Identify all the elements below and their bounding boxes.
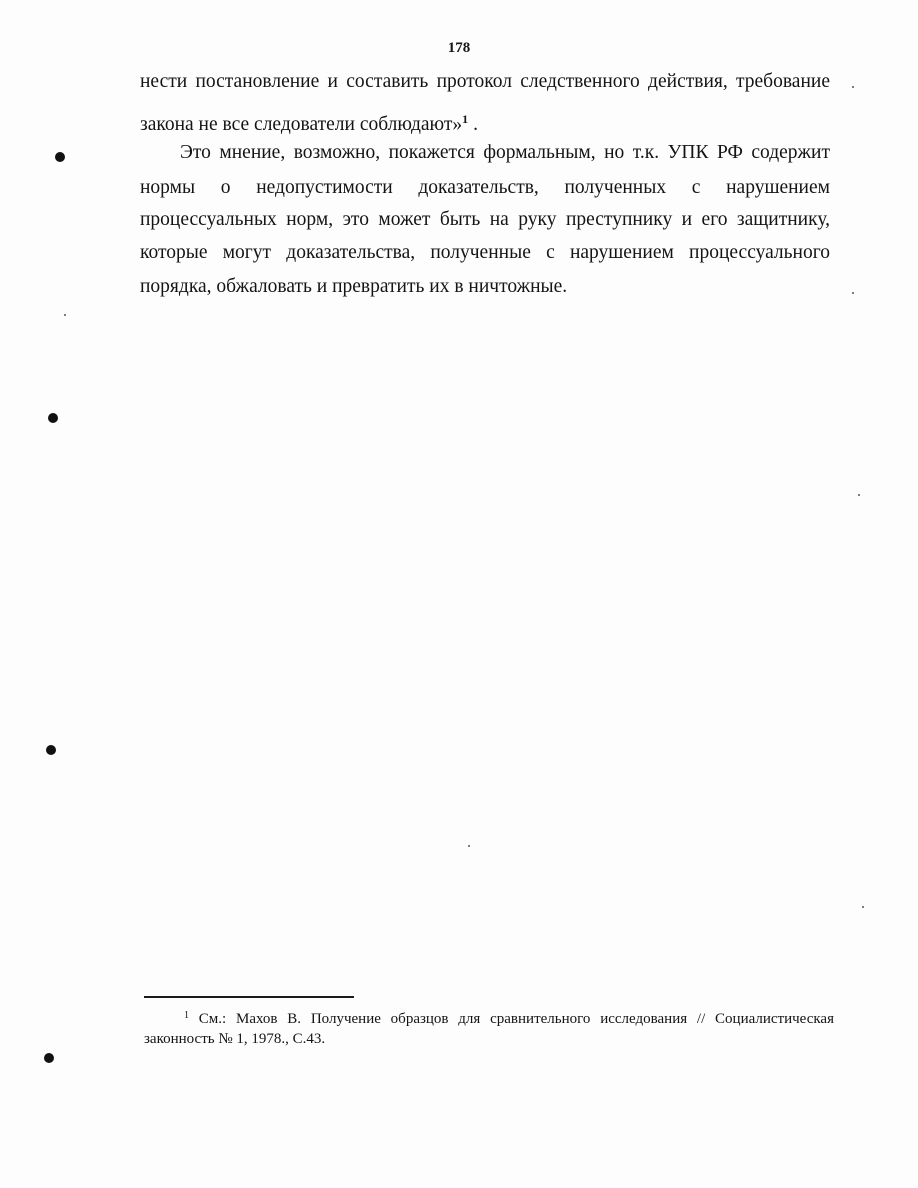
scan-speck	[64, 314, 66, 316]
footnote-text-1: См.: Махов В. Получение образцов для сравнительного исследования // Социалистическая	[198, 1011, 834, 1027]
body-text-line-1: нести постановление и составить протокол следственного действия, требование	[140, 71, 830, 92]
body-text-line-7: порядка, обжаловать и превратить их в ничтожные.	[140, 276, 568, 297]
footnote-marker: 1	[184, 1010, 189, 1021]
body-text-line-2	[140, 107, 830, 137]
footnote-reference: 1	[462, 112, 469, 126]
punch-hole-mark	[48, 413, 58, 423]
body-text-line-4: нормы о недопустимости доказательств, полученных с нарушением	[140, 177, 830, 198]
punch-hole-mark	[46, 745, 56, 755]
footnote-separator	[144, 996, 354, 998]
footnote-reference-tail: .	[473, 114, 478, 135]
scan-speck	[852, 86, 854, 88]
page-number: 178	[447, 40, 471, 56]
scan-speck	[852, 292, 854, 294]
scan-speck	[858, 494, 860, 496]
scan-speck	[862, 906, 864, 908]
body-text-line-2-text: закона не все следователи соблюдают»	[140, 114, 463, 135]
footnote-line-2: законность № 1, 1978., С.43.	[144, 1031, 326, 1047]
scan-speck	[468, 845, 470, 847]
punch-hole-mark	[55, 152, 65, 162]
body-text-line-5: процессуальных норм, это может быть на руку преступнику и его защитнику,	[140, 209, 830, 230]
body-text-line-3: Это мнение, возможно, покажется формальным, но т.к. УПК РФ содержит	[180, 142, 830, 163]
body-text-line-6: которые могут доказательства, полученные с нарушением процессуального	[140, 242, 830, 263]
footnote-line-1	[144, 1006, 834, 1029]
punch-hole-mark	[44, 1053, 54, 1063]
